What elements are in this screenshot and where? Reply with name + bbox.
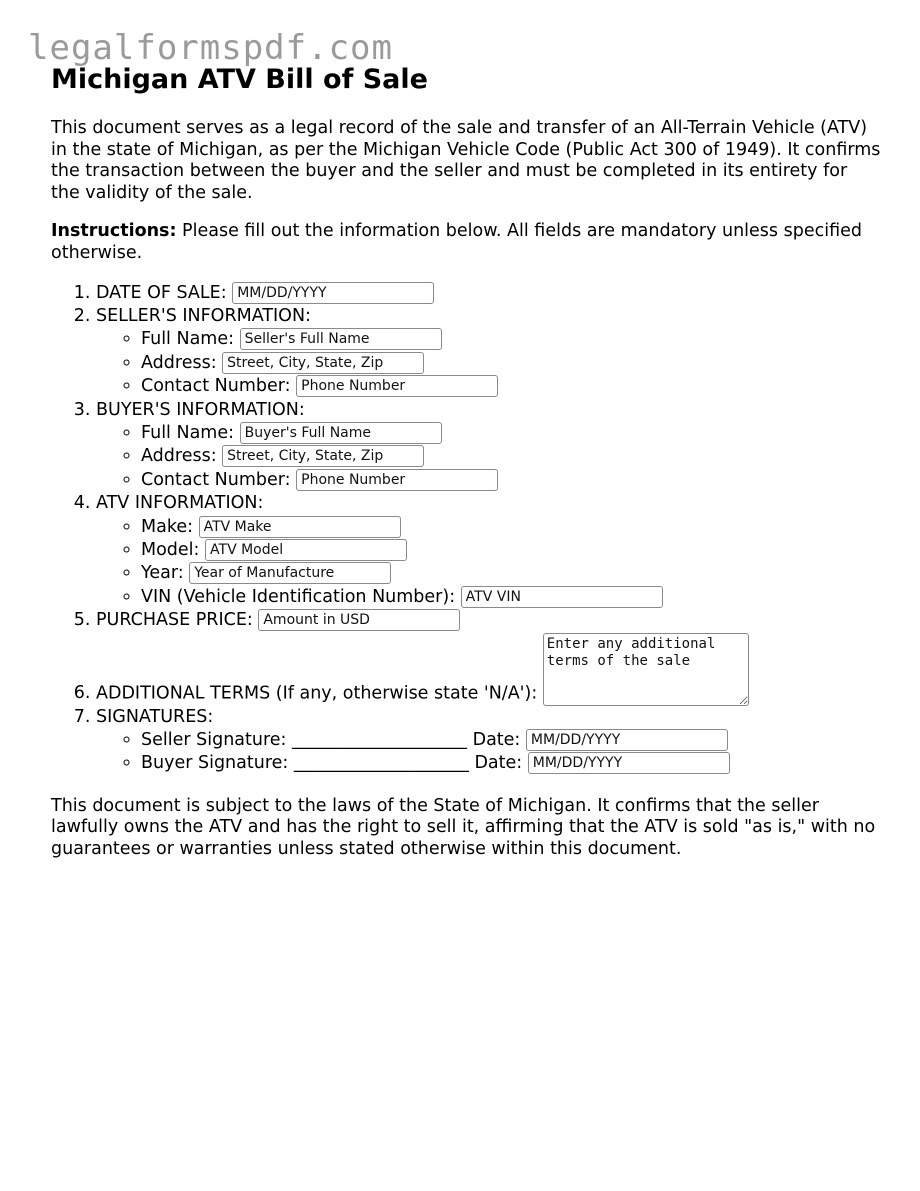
- seller-contact-item: [141, 375, 881, 398]
- seller-contact-label: Contact Number:: [141, 376, 291, 397]
- buyer-full-name-label: Full Name:: [141, 423, 235, 443]
- buyer-address-label: Address:: [141, 446, 217, 467]
- buyer-signature-item: [141, 752, 881, 775]
- atv-year-input[interactable]: [189, 562, 391, 584]
- seller-contact-input[interactable]: [296, 375, 498, 397]
- signatures-heading: SIGNATURES:: [96, 706, 214, 727]
- atv-model-item: [141, 539, 881, 562]
- atv-make-label: Make:: [141, 516, 193, 537]
- atv-make-item: [141, 516, 881, 539]
- signatures-item: [96, 706, 881, 776]
- atv-vin-input[interactable]: [461, 586, 663, 608]
- buyer-signature-date-label: Date:: [474, 753, 523, 774]
- instructions-paragraph: [51, 221, 881, 264]
- seller-full-name-item: [141, 328, 881, 351]
- seller-full-name-input[interactable]: [240, 328, 442, 350]
- purchase-price-item: [96, 609, 881, 632]
- date-of-sale-input[interactable]: [232, 282, 434, 304]
- buyer-full-name-item: [141, 422, 881, 445]
- seller-full-name-label: Full Name:: [141, 329, 235, 350]
- atv-info-heading: ATV INFORMATION:: [96, 493, 264, 514]
- buyer-full-name-input[interactable]: [240, 422, 442, 444]
- atv-year-label: Year:: [141, 563, 184, 584]
- buyer-address-input[interactable]: [222, 445, 424, 467]
- buyer-contact-item: [141, 469, 881, 492]
- seller-address-item: [141, 352, 881, 375]
- form-list: [51, 282, 881, 776]
- buyer-contact-input[interactable]: [296, 469, 498, 491]
- intro-paragraph: This document serves as a legal record of the sale and transfer of an All-Terrain Vehicle (ATV) in the state of Michigan, as per the Michigan Vehicle Code (Public Act 300 of 1949). It confirms the transaction between the buyer and the seller and must be completed in its entirety for the validity of the sale.: [51, 118, 881, 203]
- purchase-price-label: PURCHASE PRICE:: [96, 610, 253, 631]
- additional-terms-textarea[interactable]: [543, 633, 749, 706]
- atv-vin-item: [141, 586, 881, 609]
- seller-signature-date-input[interactable]: [526, 729, 728, 751]
- seller-address-label: Address:: [141, 352, 217, 373]
- seller-info-heading: SELLER'S INFORMATION:: [96, 305, 311, 326]
- date-of-sale-label: DATE OF SALE:: [96, 282, 227, 303]
- buyer-address-item: [141, 445, 881, 468]
- buyer-info-list: [96, 422, 881, 492]
- date-of-sale-item: [96, 282, 881, 305]
- atv-info-list: [96, 516, 881, 610]
- buyer-info-heading: BUYER'S INFORMATION:: [96, 399, 305, 420]
- buyer-signature-date-input[interactable]: [528, 752, 730, 774]
- additional-terms-item: [96, 633, 881, 706]
- seller-info-item: [96, 305, 881, 399]
- additional-terms-label: ADDITIONAL TERMS (If any, otherwise state 'N/A'):: [96, 683, 538, 704]
- buyer-signature-label: Buyer Signature: ____________________: [141, 753, 469, 774]
- seller-signature-label: Seller Signature: ____________________: [141, 730, 468, 751]
- instructions-text: Please fill out the information below. All fields are mandatory unless specified otherwise.: [51, 221, 862, 263]
- atv-model-input[interactable]: [205, 539, 407, 561]
- seller-signature-item: [141, 729, 881, 752]
- atv-model-label: Model:: [141, 540, 200, 561]
- seller-address-input[interactable]: [222, 352, 424, 374]
- page-title: Michigan ATV Bill of Sale: [51, 64, 428, 95]
- watermark: legalformspdf.com: [28, 28, 393, 68]
- signatures-list: [96, 729, 881, 776]
- atv-year-item: [141, 562, 881, 585]
- document-page: [51, 60, 881, 861]
- atv-make-input[interactable]: [199, 516, 401, 538]
- atv-info-item: [96, 492, 881, 609]
- seller-signature-date-label: Date:: [472, 730, 521, 751]
- buyer-info-item: [96, 399, 881, 493]
- atv-vin-label: VIN (Vehicle Identification Number):: [141, 586, 456, 607]
- closing-paragraph: This document is subject to the laws of the State of Michigan. It confirms that the seller lawfully owns the ATV and has the right to sell it, affirming that the ATV is sold "as is," with no guarantees or warranties unless stated otherwise within this document.: [51, 795, 876, 860]
- seller-info-list: [96, 328, 881, 398]
- purchase-price-input[interactable]: [258, 609, 460, 631]
- buyer-contact-label: Contact Number:: [141, 469, 291, 490]
- instructions-label: Instructions:: [51, 221, 177, 242]
